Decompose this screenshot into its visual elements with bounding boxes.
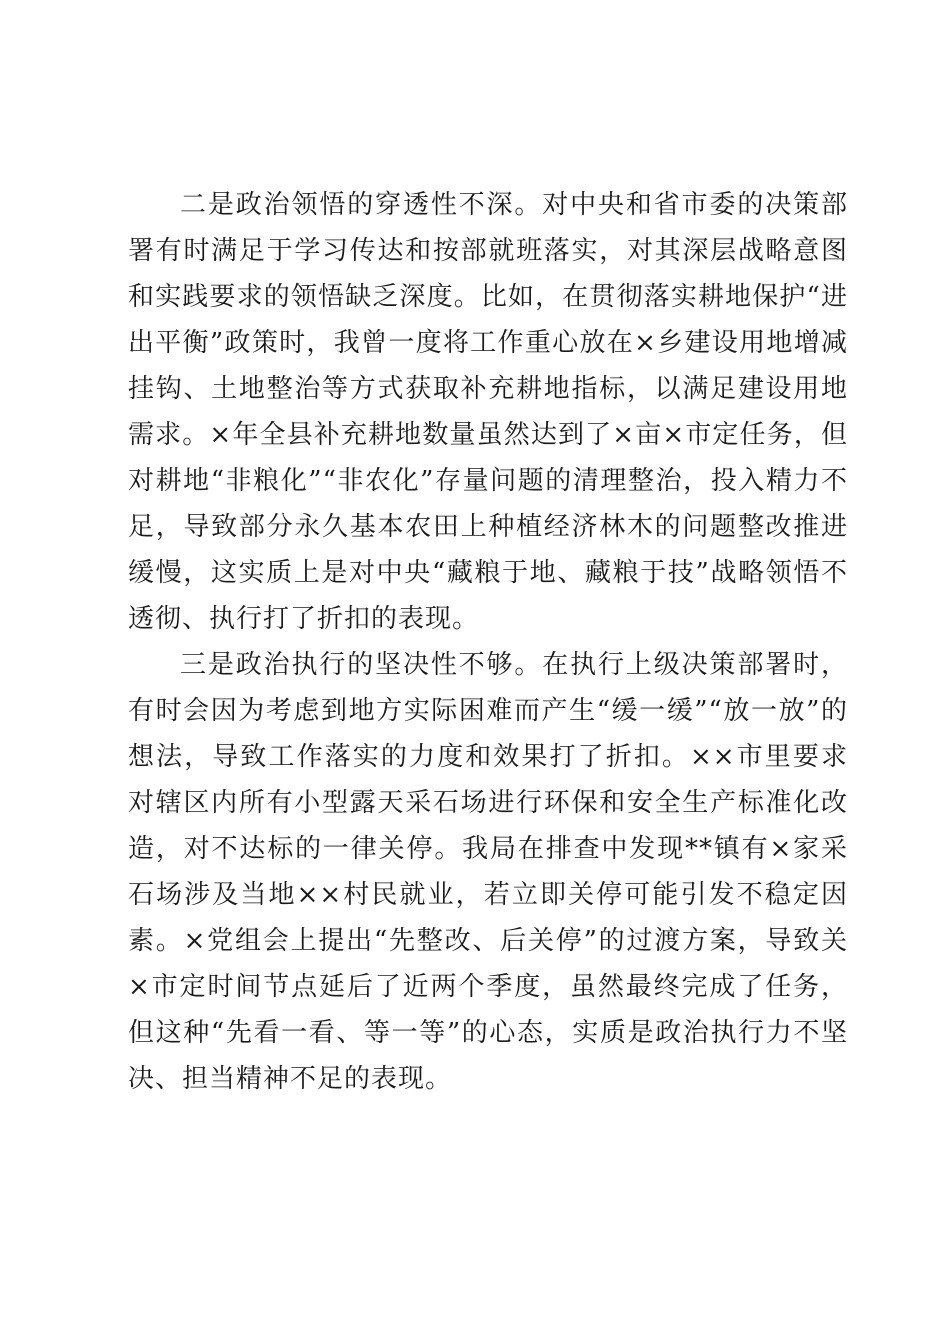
paragraph-political-comprehension: 二是政治领悟的穿透性不深。对中央和省市委的决策部署有时满足于学习传达和按部就班落实，对其深层战略意图和实践要求的领悟缺乏深度。比如，在贯彻落实耕地保护“进出平衡”政策时，我曾一度将工作重心放在×乡建设用地增减挂钩、土地整治等方式获取补充耕地指标，以满足建设用地需求。×年全县补充耕地数量虽然达到了×亩×市定任务，但对耕地“非粮化”“非农化”存量问题的清理整治，投入精力不足，导致部分永久基本农田上种植经济林木的问题整改推进缓慢，这实质上是对中央“藏粮于地、藏粮于技”战略领悟不透彻、执行打了折扣的表现。: [128, 190, 848, 634]
paragraph-political-execution: 三是政治执行的坚决性不够。在执行上级决策部署时，有时会因为考虑到地方实际困难而产生“缓一缓”“放一放”的想法，导致工作落实的力度和效果打了折扣。××市里要求对辖区内所有小型露天采石场进行环保和安全生产标准化改造，对不达标的一律关停。我局在排查中发现**镇有×家采石场涉及当地××村民就业，若立即关停可能引发不稳定因素。×党组会上提出“先整改、后关停”的过渡方案，导致关×市定时间节点延后了近两个季度，虽然最终完成了任务，但这种“先看一看、等一等”的心态，实质是政治执行力不坚决、担当精神不足的表现。: [128, 650, 848, 1094]
document-body: [128, 182, 848, 1102]
